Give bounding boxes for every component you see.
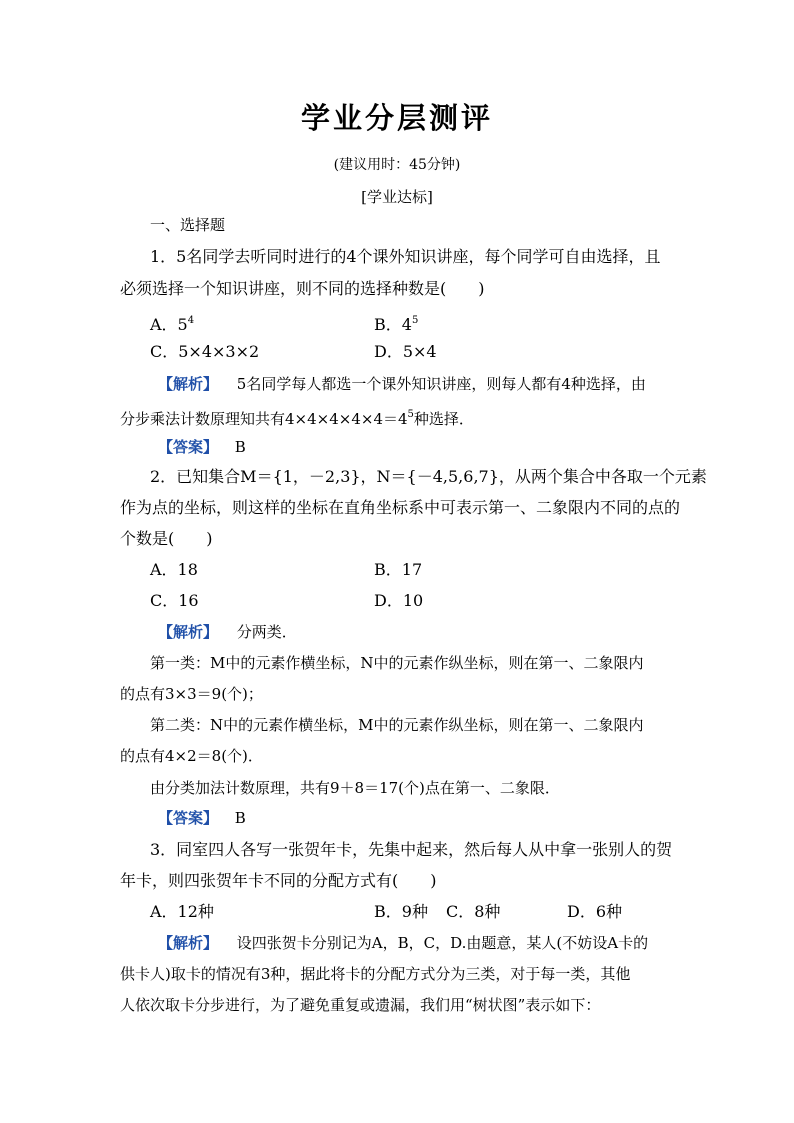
q1-stem-line1: 1．5名同学去听同时进行的4个课外知识讲座，每个同学可自由选择，且	[150, 247, 661, 266]
q3-stem-line2: 年卡，则四张贺年卡不同的分配方式有( )	[120, 871, 437, 890]
q2-case2-line2: 的点有4×2＝8(个)．	[120, 747, 263, 765]
q3-analysis-line2: 供卡人)取卡的情况有3种，据此将卡的分配方式分为三类，对于每一类，其他	[120, 965, 631, 983]
q2-case1-line1: 第一类：M中的元素作横坐标，N中的元素作纵坐标，则在第一、二象限内	[150, 654, 644, 672]
q1-analysis-line2	[120, 404, 474, 430]
q1-option-a-base: A．5	[150, 315, 188, 334]
q3-analysis-line3: 人依次取卡分步进行，为了避免重复或遗漏，我们用“树状图”表示如下：	[120, 996, 601, 1014]
q1-option-a-exp: 4	[187, 315, 195, 326]
q2-option-a: A．18	[150, 560, 198, 579]
q3-option-a: A．12种	[150, 902, 214, 921]
q2-analysis-label: 【解析】	[158, 623, 219, 641]
q1-option-b	[374, 310, 418, 336]
q2-option-c: C．16	[150, 591, 199, 610]
q1-stem-line2: 必须选择一个知识讲座，则不同的选择种数是( )	[120, 279, 485, 298]
q1-analysis-text2-post: 种选择．	[413, 410, 474, 428]
level-heading: [学业达标]	[361, 188, 433, 206]
q1-analysis-text2-exp: 5	[407, 409, 414, 420]
q2-answer	[158, 807, 246, 829]
q3-analysis-label: 【解析】	[158, 934, 219, 952]
q1-answer-label: 【答案】	[158, 438, 219, 456]
q2-case1-line2: 的点有3×3＝9(个)；	[120, 685, 263, 703]
q3-analysis-text1: 设四张贺卡分别记为A，B，C，D.由题意，某人(不妨设A卡的	[236, 934, 649, 952]
q1-answer-value: B	[234, 438, 246, 456]
q2-option-b: B．17	[374, 560, 423, 579]
q1-analysis-label: 【解析】	[158, 375, 219, 393]
q1-answer	[158, 436, 246, 458]
q3-option-c: C．8种	[446, 902, 501, 921]
q3-option-b: B．9种	[374, 902, 428, 921]
q1-option-b-exp: 5	[411, 315, 419, 326]
q1-option-c: C．5×4×3×2	[150, 342, 260, 361]
q3-stem-line1: 3．同室四人各写一张贺年卡，先集中起来，然后每人从中拿一张别人的贺	[150, 840, 673, 859]
q2-stem-line3: 个数是( )	[120, 529, 213, 548]
time-note: (建议用时：45分钟)	[333, 157, 461, 173]
q2-stem-line2: 作为点的坐标，则这样的坐标在直角坐标系中可表示第一、二象限内不同的点的	[120, 498, 681, 517]
q1-analysis-text1: 5名同学每人都选一个课外知识讲座，则每人都有4种选择，由	[236, 375, 646, 393]
q1-option-a	[150, 310, 194, 336]
q2-stem-line1: 2．已知集合M＝{1，－2,3}，N＝{－4,5,6,7}，从两个集合中各取一个元素	[150, 467, 707, 486]
q1-analysis-text2-pre: 分步乘法计数原理知共有4×4×4×4×4＝4	[120, 410, 408, 428]
q2-answer-value: B	[234, 809, 246, 827]
q1-analysis-line1	[158, 373, 646, 395]
q2-option-d: D．10	[374, 591, 424, 610]
section-heading: 一、选择题	[150, 216, 226, 234]
page-title: 学业分层测评	[300, 101, 493, 135]
q3-analysis-line1	[158, 932, 648, 954]
q2-conclusion: 由分类加法计数原理，共有9＋8＝17(个)点在第一、二象限．	[150, 779, 560, 797]
q2-case2-line1: 第二类：N中的元素作横坐标，M中的元素作纵坐标，则在第一、二象限内	[150, 716, 644, 734]
q2-analysis-text: 分两类．	[236, 623, 297, 641]
q3-option-d: D．6种	[567, 902, 623, 921]
q2-analysis-line	[158, 621, 297, 643]
q1-option-b-base: B．4	[374, 315, 412, 334]
q1-option-d: D．5×4	[374, 342, 437, 361]
q2-answer-label: 【答案】	[158, 809, 219, 827]
